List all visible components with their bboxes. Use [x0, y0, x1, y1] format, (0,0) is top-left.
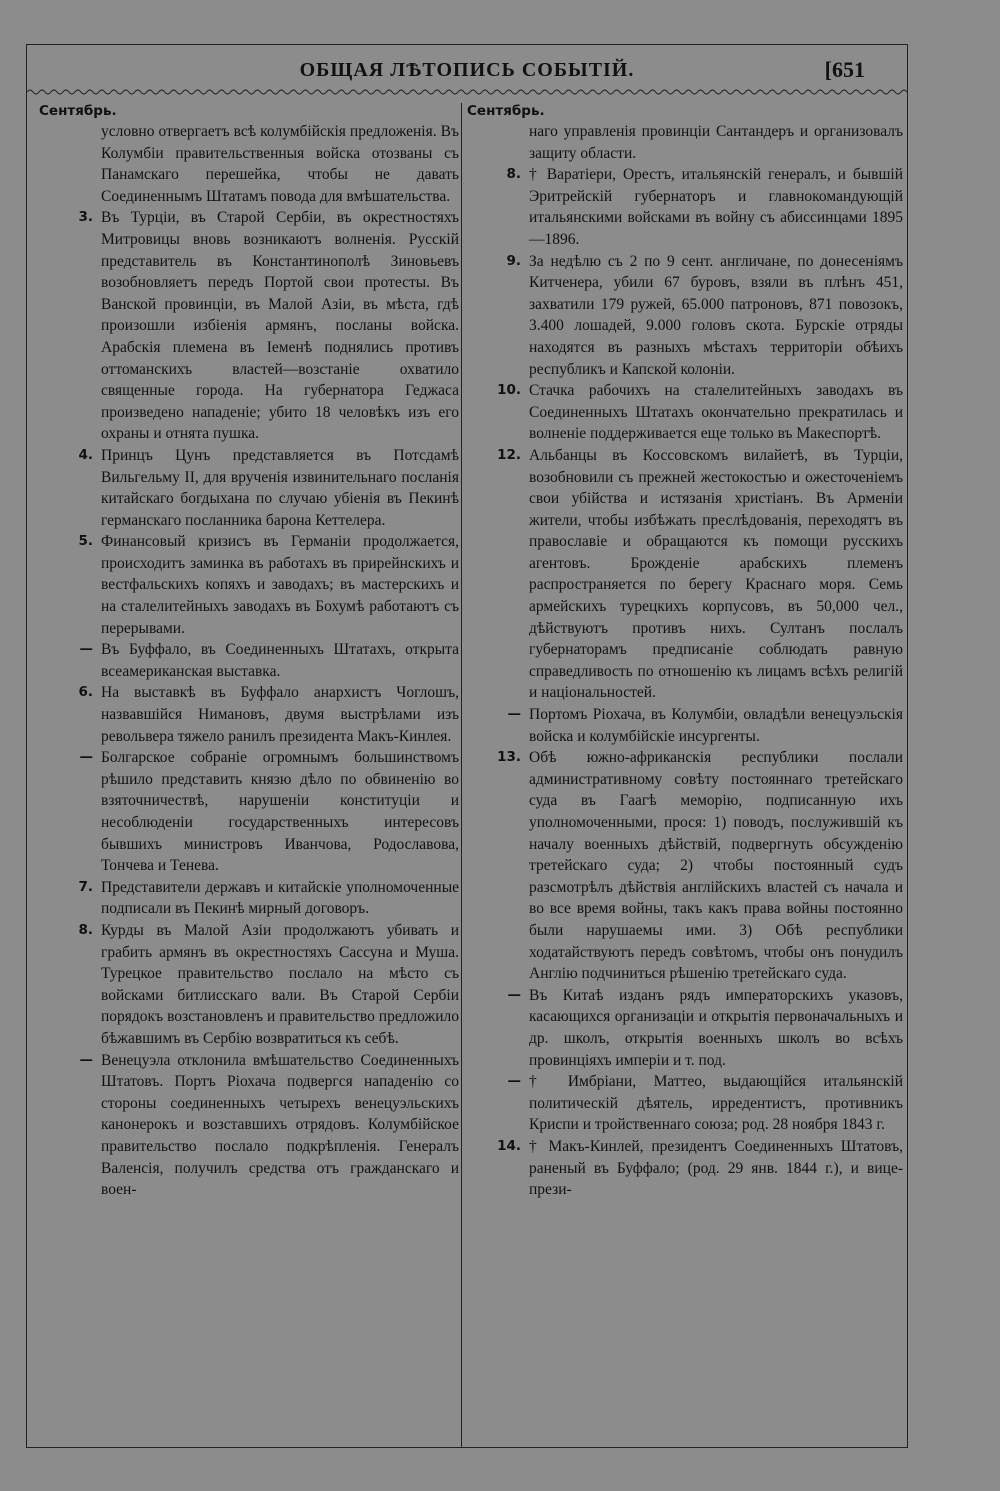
chronicle-entry — [39, 445, 459, 531]
chronicle-entry — [39, 207, 459, 445]
entry-text: Венецуэла отклонила вмѣшательство Соединенныхъ Штатовъ. Портъ Ріохача подвергся нападенію со стороны соединенныхъ четырехъ венецуэльскихъ канонерокъ и возставшихъ отрядовъ. Колумбійское правительство послало подкрѣпленія. Генералъ Валенсія, получилъ средства отъ гражданскаго и воен- — [101, 1051, 459, 1199]
entry-date: — — [79, 1051, 93, 1068]
chronicle-entry — [467, 985, 903, 1071]
entry-date: 14. — [497, 1137, 521, 1154]
entry-list — [467, 164, 903, 1201]
chronicle-entry — [467, 704, 903, 747]
chronicle-entry — [467, 1071, 903, 1136]
entry-date: 10. — [497, 382, 521, 399]
right-column — [467, 101, 903, 1201]
entry-text: Обѣ южно-африканскія республики послали административному совѣту постояннаго третейскаго суда въ Гаагѣ меморію, подписанную ихъ уполномоченными, прося: 1) поводъ, послужившій къ началу военныхъ дѣйствій, подвергнуть обсужденію третейскаго суда; 2) чтобы постоянный судъ разсмотрѣлъ дѣйствія англійскихъ властей съ начала и во все время войны, такъ какъ права войны постоянно были нарушаемы ими. 3) Обѣ республики ходатайствуютъ передъ совѣтомъ, чтобы онъ понудилъ Англію подчиниться рѣшенію третейскаго суда. — [529, 749, 903, 983]
entry-date: 6. — [78, 684, 93, 701]
entry-date: 8. — [78, 921, 93, 938]
chronicle-entry — [39, 747, 459, 877]
page-number: [651 — [824, 57, 865, 82]
page-title: ОБЩАЯ ЛѢТОПИСЬ СОБЫТІЙ. — [299, 59, 635, 81]
chronicle-entry — [467, 747, 903, 985]
entry-text: Альбанцы въ Коссовскомъ вилайетѣ, въ Турціи, возобновили съ прежней жестокостью и ожесточеніемъ свои убійства и истязанія христіанъ. Въ Арменіи жители, чтобы избѣжать преслѣдованія, переходятъ въ православіе и обращаются къ помощи русскихъ агентовъ. Брожденіе арабскихъ племенъ распространяется по берегу Краснаго моря. Семь армейскихъ турецкихъ корпусовъ, въ 50,000 чел., дѣйствуютъ противъ нихъ. Султанъ послалъ губернаторамъ предписаніе соблюдать равную справедливость по отношенію къ лицамъ всѣхъ религій и національностей. — [529, 446, 903, 702]
left-column — [39, 101, 459, 1201]
wavy-rule — [27, 87, 907, 97]
month-heading: Сентябрь. — [467, 103, 545, 119]
entry-text: Курды въ Малой Азіи продолжаютъ убивать и грабить армянъ въ окрестностяхъ Сассуна и Муша. Турецкое правительство послало на мѣсто съ войсками битлисскаго вали. Въ Старой Сербіи порядокъ возстановленъ и правительство предложило бѣжавшимъ въ Сербію возвратиться къ себѣ. — [101, 921, 459, 1047]
chronicle-entry — [39, 639, 459, 682]
entry-text: Стачка рабочихъ на сталелитейныхъ заводахъ въ Соединенныхъ Штатахъ окончательно прекратилась и волненіе поддерживается еще только въ Макеспортѣ. — [529, 382, 903, 443]
entry-date: 8. — [506, 166, 521, 183]
running-header — [27, 53, 907, 83]
entry-date: 12. — [497, 446, 521, 463]
entry-text: Представители державъ и китайскіе уполномоченные подписали въ Пекинѣ мирный договоръ. — [101, 878, 459, 918]
entry-date: 5. — [78, 533, 93, 550]
chronicle-entry — [467, 1136, 903, 1201]
entry-date: — — [507, 706, 521, 723]
chronicle-entry — [39, 531, 459, 639]
entry-date: 13. — [497, 749, 521, 766]
entry-text: Въ Буффало, въ Соединенныхъ Штатахъ, открыта всеамериканская выставка. — [101, 641, 459, 680]
entry-text: За недѣлю съ 2 по 9 сент. англичане, по донесеніямъ Китченера, убили 67 буровъ, взяли въ плѣнъ 451, захватили 179 ружей, 65.000 патроновъ, 871 повозокъ, 3.400 лошадей, 9.000 головъ скота. Бурскіе отряды находятся въ разныхъ мѣстахъ территоріи обѣихъ республикъ и Капской колоніи. — [529, 252, 903, 378]
entry-date: 4. — [78, 446, 93, 463]
column-divider — [461, 103, 462, 1447]
entry-date: 9. — [506, 252, 521, 269]
entry-date: — — [79, 749, 93, 766]
book-page — [26, 44, 908, 1448]
chronicle-entry — [39, 682, 459, 747]
entry-text: На выставкѣ въ Буффало анархистъ Чоглошъ, назвавшійся Нимановъ, двумя выстрѣлами изъ револьвера тяжело ранилъ президента Макъ-Кинлея. — [101, 684, 459, 745]
chronicle-entry — [39, 920, 459, 1050]
entry-date: 7. — [78, 878, 93, 895]
entry-text: Въ Китаѣ изданъ рядъ императорскихъ указовъ, касающихся организаціи и открытія первоначальныхъ и др. школъ, открытія военныхъ школъ во всѣхъ провинціяхъ имперіи и т. под. — [529, 986, 903, 1069]
month-heading: Сентябрь. — [39, 103, 117, 119]
entry-text: Болгарское собраніе огромнымъ большинствомъ рѣшило представить князю дѣло по обвиненію во взяточничествѣ, нарушеніи конституціи и несоблюденіи государственныхъ интересовъ бывшихъ министровъ Иванчова, Родославова, Тончева и Тенева. — [101, 749, 459, 875]
entry-date: — — [507, 1073, 521, 1090]
entry-text: Принцъ Цунъ представляется въ Потсдамѣ Вильгельму II, для врученія извинительнаго посланія китайскаго богдыхана по случаю убіенія въ Пекинѣ германскаго посланника барона Кеттелера. — [101, 446, 459, 529]
chronicle-entry — [39, 877, 459, 920]
continuation-text: условно отвергаетъ всѣ колумбійскія предложенія. Въ Колумбіи правительственныя войска отозваны съ Панамскаго перешейка, чтобы не давать Соединеннымъ Штатамъ повода для вмѣшательства. — [101, 123, 459, 205]
chronicle-entry — [467, 164, 903, 250]
entry-date: 3. — [78, 209, 93, 226]
entry-date: — — [507, 986, 521, 1003]
continuation-text: наго управленія провинціи Сантандеръ и организовалъ защиту области. — [529, 123, 903, 162]
chronicle-entry — [467, 380, 903, 445]
entry-list — [39, 207, 459, 1200]
entry-text: † Макъ-Кинлей, президентъ Соединенныхъ Штатовъ, раненый въ Буффало; (род. 29 янв. 1844 г.), и вице-прези- — [529, 1137, 903, 1199]
chronicle-entry — [39, 1050, 459, 1201]
entry-text: † Имбріани, Маттео, выдающійся итальянскій политическій дѣятель, ирредентистъ, противникъ Криспи и тройственнаго союза; род. 28 ноября 1843 г. — [529, 1073, 903, 1134]
entry-date: — — [79, 641, 93, 658]
entry-text: Финансовый кризисъ въ Германіи продолжается, происходитъ заминка въ работахъ въ прирейнскихъ и вестфальскихъ копяхъ и заводахъ; въ мастерскихъ и на сталелитейныхъ заводахъ въ Бохумѣ работаютъ съ перерывами. — [101, 533, 459, 637]
chronicle-entry — [467, 445, 903, 704]
chronicle-entry — [467, 251, 903, 381]
entry-text: † Варатіери, Орестъ, итальянскій генералъ, и бывшій Эритрейскій губернаторъ и главнокомандующій итальянскими войсками въ войну съ абиссинцами 1895—1896. — [529, 166, 903, 248]
entry-text: Въ Турціи, въ Старой Сербіи, въ окрестностяхъ Митровицы вновь возникаютъ волненія. Русскій представитель въ Константинополѣ Зиновьевъ возобновляетъ передъ Портой свои протесты. Въ Ванской провинціи, въ Малой Азіи, въ мѣста, гдѣ произошли избіенія армянъ, посланы войска. Арабскія племена въ Іеменѣ поднялись противъ оттоманскихъ властей—возстаніе охватило священные города. На губернатора Геджаса произведено нападеніе; убито 18 человѣкъ изъ его охраны и отнята пушка. — [101, 209, 459, 443]
entry-text: Портомъ Ріохача, въ Колумбіи, овладѣли венецуэльскія войска и колумбійскіе инсургенты. — [529, 706, 903, 745]
